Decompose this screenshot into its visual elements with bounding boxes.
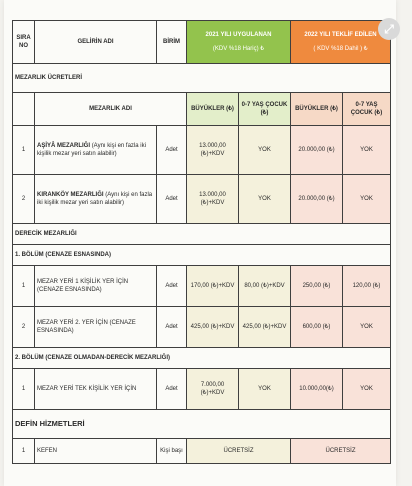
subsection-bolum1: 1. BÖLÜM (CENAZE ESNASINDA): [13, 245, 391, 266]
header-sira-no: SIRA NO: [13, 21, 35, 64]
row-name-desc: (Aynı kişi en fazla iki kişilik mezar yeri satın alabilir): [37, 192, 153, 206]
header-2022: [291, 21, 391, 64]
row-buyukler-2021: 170,00 (₺)+KDV: [187, 266, 239, 307]
row-buyukler-2021: 425,00 (₺)+KDV: [187, 307, 239, 348]
row-no: 1: [13, 126, 35, 175]
row-no: 2: [13, 307, 35, 348]
header-2021-title: 2021 YILI UYGULANAN: [205, 32, 272, 38]
col-buyukler-2021: BÜYÜKLER (₺): [187, 93, 239, 126]
col-mezarlik-adi: MEZARLIK ADI: [35, 93, 187, 126]
row-name: MEZAR YERİ 2. YER İÇİN (CENAZE ESNASINDA): [35, 307, 157, 348]
cropped-top-text: [4, 0, 396, 8]
row-name: MEZAR YERİ TEK KİŞİLİK YER İÇİN: [35, 369, 157, 410]
row-cocuk-2021: YOK: [239, 369, 291, 410]
row-cocuk-2022: 120,00 (₺): [343, 266, 391, 307]
row-buyukler-2021: 13.000,00 (₺)+KDV: [187, 175, 239, 224]
tariff-table: [12, 20, 391, 464]
table-row: [13, 175, 391, 224]
section-row: [13, 64, 391, 93]
row-cocuk-2022: YOK: [343, 307, 391, 348]
table-row: [13, 307, 391, 348]
table-row: [13, 266, 391, 307]
table-row: [13, 369, 391, 410]
row-birim: Adet: [157, 307, 187, 348]
row-cocuk-2021: 80,00 (₺)+KDV: [239, 266, 291, 307]
row-no: 1: [13, 266, 35, 307]
row-no: 2: [13, 175, 35, 224]
table-row: [13, 126, 391, 175]
section-title-mezarlik: MEZARLIK ÜCRETLERİ: [13, 64, 391, 93]
col-buyukler-2022: BÜYÜKLER (₺): [291, 93, 343, 126]
row-no: 1: [13, 369, 35, 410]
row-buyukler-2021: 13.000,00 (₺)+KDV: [187, 126, 239, 175]
row-birim: Adet: [157, 126, 187, 175]
header-birim: BİRİM: [157, 21, 187, 64]
row-birim: Adet: [157, 266, 187, 307]
row-name: [35, 175, 157, 224]
expand-icon[interactable]: ⤢: [378, 18, 400, 40]
row-name-title: AŞİYÂ MEZARLIĞI: [37, 143, 91, 149]
row-name-title: KIRANKÖY MEZARLIĞI: [37, 192, 104, 198]
subsection-row: [13, 245, 391, 266]
row-name: MEZAR YERİ 1 KİŞİLİK YER İÇİN (CENAZE ESNASINDA): [35, 266, 157, 307]
row-cocuk-2022: YOK: [343, 175, 391, 224]
row-birim: Adet: [157, 369, 187, 410]
subsection-bolum2: 2. BÖLÜM (CENAZE OLMADAN-DERECİK MEZARLIĞI): [13, 348, 391, 369]
row-no: 1: [13, 439, 35, 464]
row-name: KEFEN: [35, 439, 157, 464]
row-cocuk-2022: YOK: [343, 126, 391, 175]
row-birim: Adet: [157, 175, 187, 224]
col-cocuk-2022: 0-7 YAŞ ÇOCUK (₺): [343, 93, 391, 126]
row-cocuk-2021: YOK: [239, 126, 291, 175]
row-buyukler-2022: 20.000,00 (₺): [291, 175, 343, 224]
section-row: [13, 410, 391, 439]
column-header-row: [13, 93, 391, 126]
document-scan: [4, 0, 396, 486]
subsection-row: [13, 348, 391, 369]
row-cocuk-2021: 425,00 (₺)+KDV: [239, 307, 291, 348]
table-row: [13, 439, 391, 464]
row-value-2021: ÜCRETSİZ: [187, 439, 291, 464]
row-buyukler-2022: 10.000,00(₺): [291, 369, 343, 410]
table-header-row: [13, 21, 391, 64]
section-title-derecik: DERECİK MEZARLIĞI: [13, 224, 391, 245]
row-name-desc: (Aynı kişi en fazla iki kişilik mezar yeri satın alabilir): [37, 143, 146, 157]
row-birim: Kişi başı: [157, 439, 187, 464]
header-2022-note: ( KDV %18 Dahil ) ₺: [313, 46, 368, 52]
section-title-defin: DEFİN HİZMETLERİ: [13, 410, 391, 439]
header-2022-title: 2022 YILI TEKLİF EDİLEN: [304, 32, 377, 38]
row-cocuk-2022: YOK: [343, 369, 391, 410]
col-cocuk-2021: 0-7 YAŞ ÇOCUK (₺): [239, 93, 291, 126]
row-buyukler-2022: 20.000,00 (₺): [291, 126, 343, 175]
row-name: [35, 126, 157, 175]
header-2021: [187, 21, 291, 64]
row-cocuk-2021: YOK: [239, 175, 291, 224]
header-2021-note: (KDV %18 Hariç) ₺: [212, 46, 265, 52]
row-buyukler-2022: 600,00 (₺): [291, 307, 343, 348]
header-gelir-adi: GELİRİN ADI: [35, 21, 157, 64]
section-row: [13, 224, 391, 245]
row-value-2022: ÜCRETSİZ: [291, 439, 391, 464]
row-buyukler-2021: 7.000,00 (₺)+KDV: [187, 369, 239, 410]
row-buyukler-2022: 250,00 (₺): [291, 266, 343, 307]
